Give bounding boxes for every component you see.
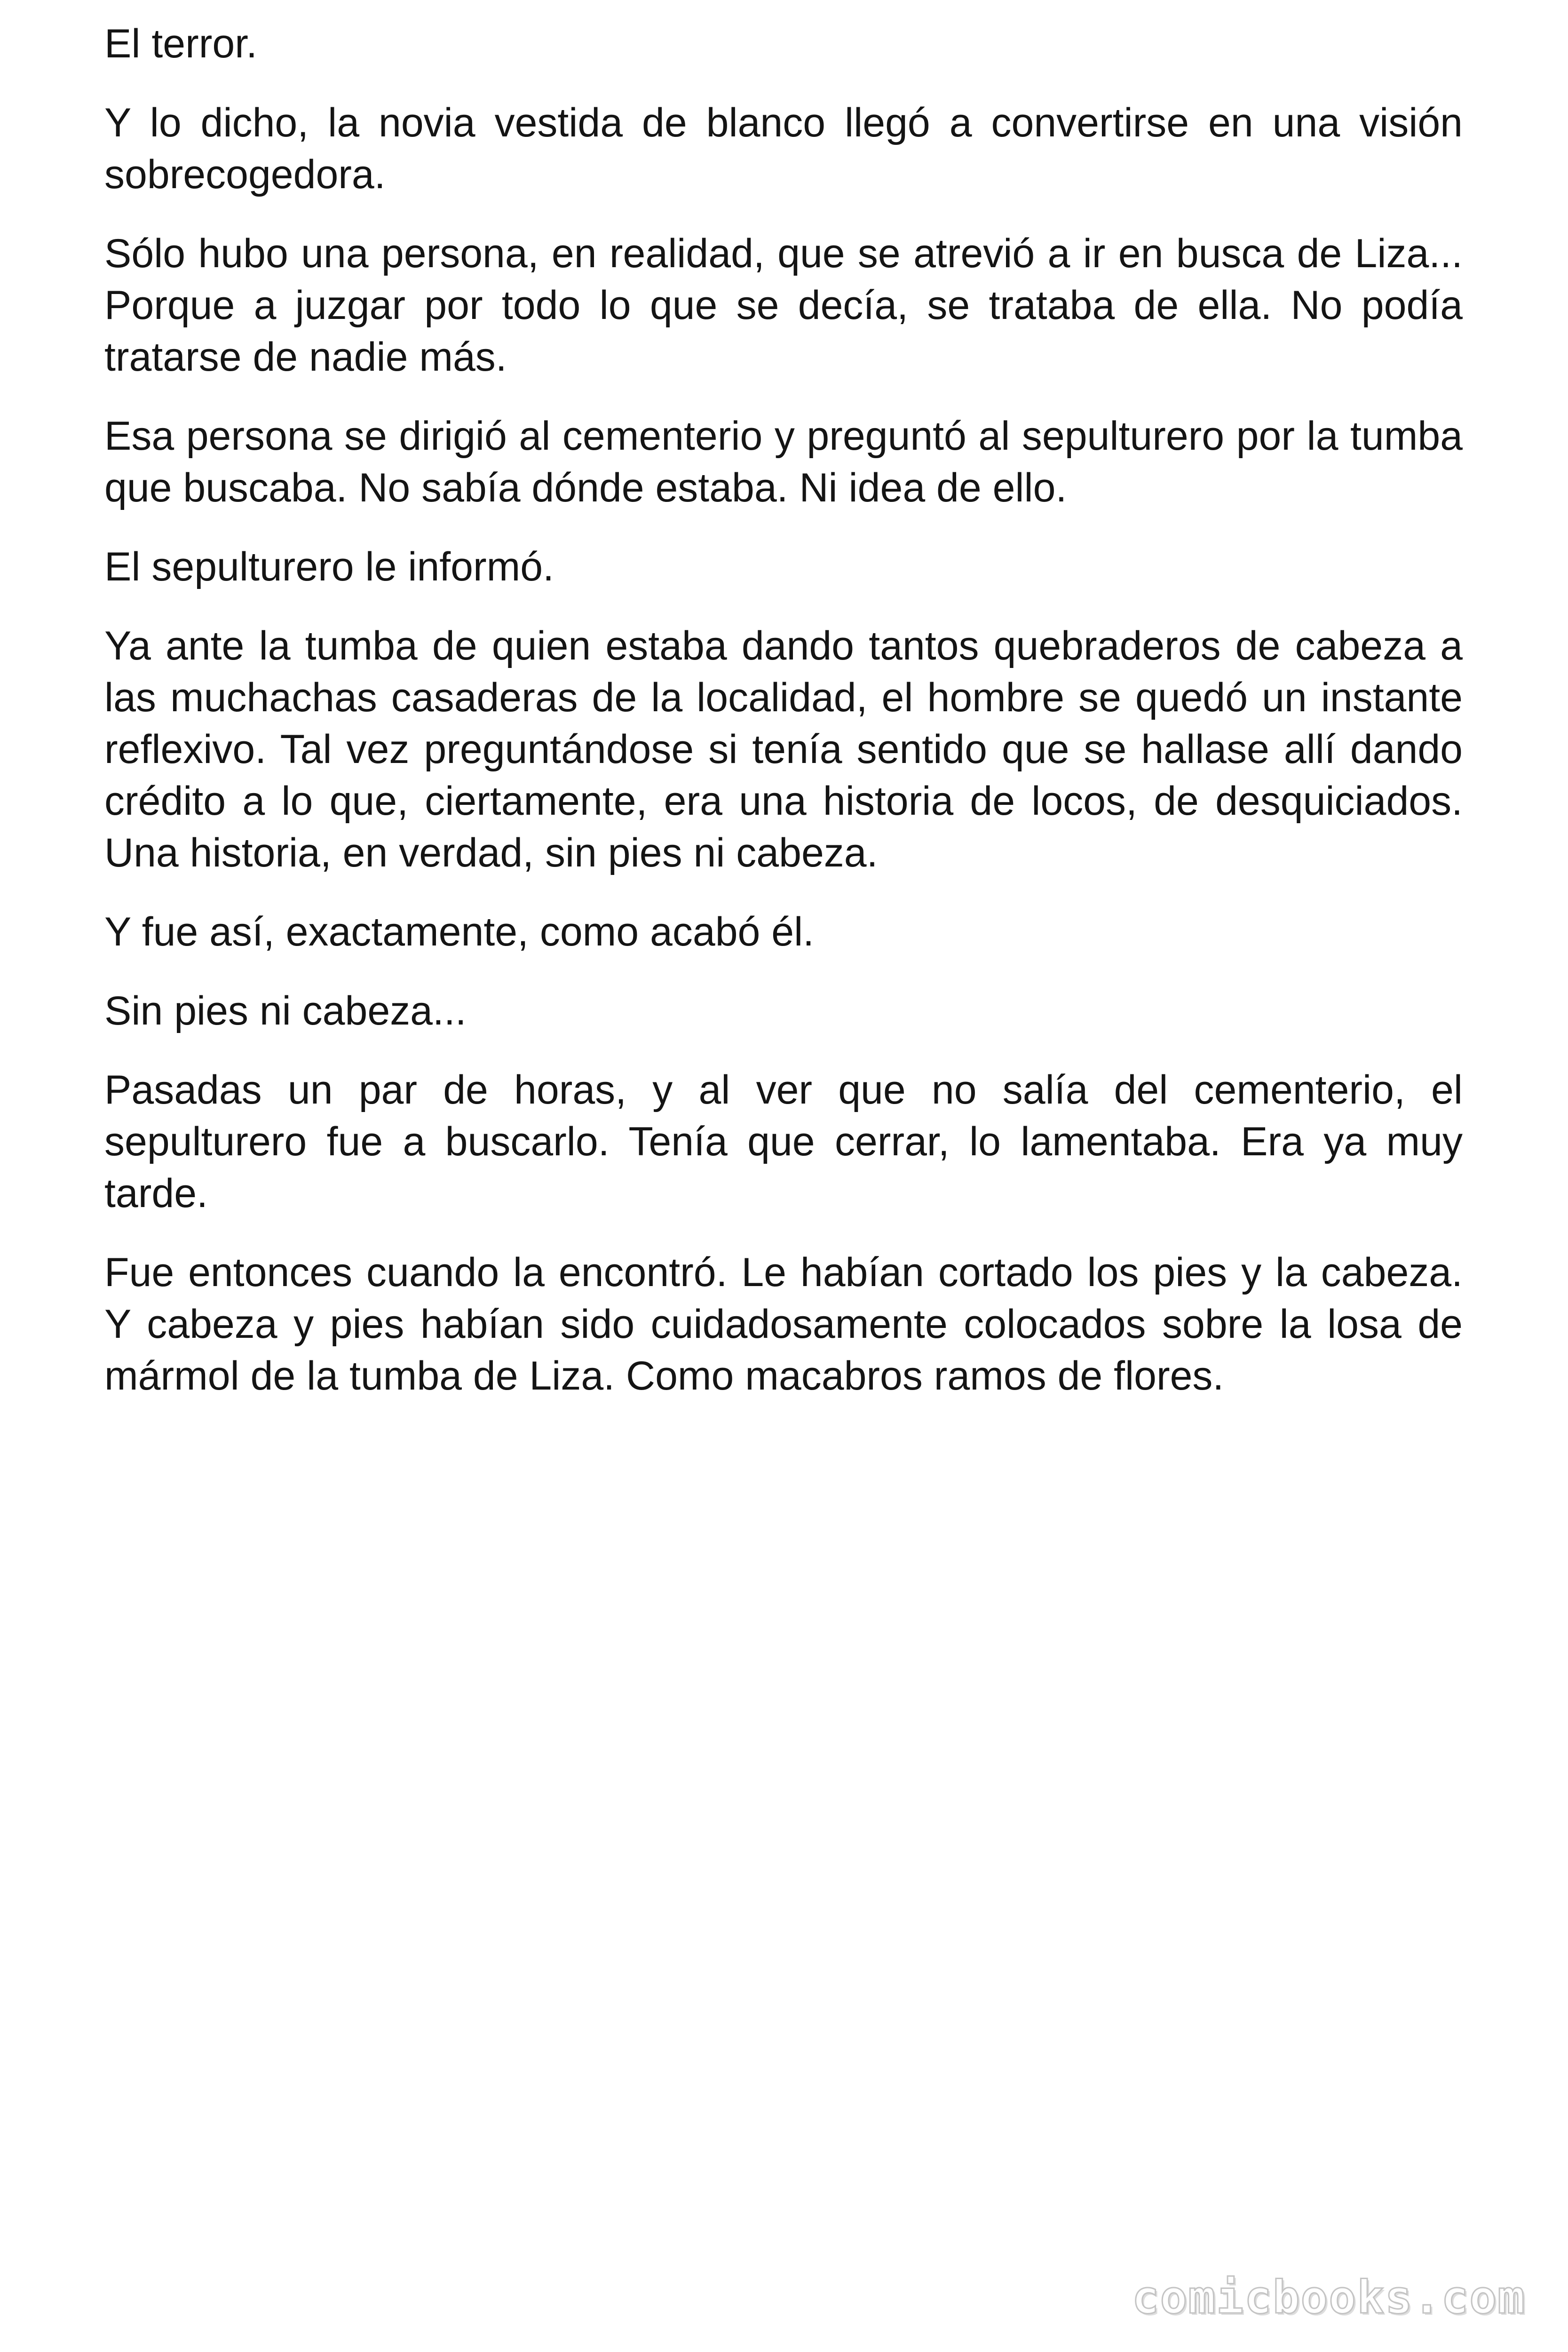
paragraph: Y fue así, exactamente, como acabó él.: [104, 909, 815, 954]
paragraph: Sólo hubo una persona, en realidad, que se atrevió a ir en busca de Liza... Porque a juzgar por todo lo que se decía, se trataba de ella. No podía tratarse de nadie más.: [104, 231, 1463, 380]
paragraph: Esa persona se dirigió al cementerio y preguntó al sepulturero por la tumba que buscaba. No sabía dónde estaba. Ni idea de ello.: [104, 413, 1463, 510]
paragraph: El terror.: [104, 21, 257, 66]
paragraph: Pasadas un par de horas, y al ver que no salía del cementerio, el sepulturero fue a buscarlo. Tenía que cerrar, lo lamentaba. Era ya muy tarde.: [104, 1067, 1463, 1216]
paragraph: Y lo dicho, la novia vestida de blanco llegó a convertirse en una visión sobrecogedora.: [104, 100, 1463, 197]
watermark: comicbooks.com: [1132, 2271, 1526, 2324]
paragraph: Fue entonces cuando la encontró. Le habían cortado los pies y la cabeza. Y cabeza y pies habían sido cuidadosamente colocados sobre la losa de mármol de la tumba de Liza. Como macabros ramos de flores.: [104, 1250, 1463, 1398]
document-body: [104, 18, 1463, 1429]
paragraph: Sin pies ni cabeza...: [104, 988, 467, 1033]
paragraph: Ya ante la tumba de quien estaba dando tantos quebraderos de cabeza a las muchachas casaderas de la localidad, el hombre se quedó un instante reflexivo. Tal vez preguntándose si tenía sentido que se hallase allí dando crédito a lo que, ciertamente, era una historia de locos, de desquiciados. Una historia, en verdad, sin pies ni cabeza.: [104, 623, 1463, 875]
paragraph: El sepulturero le informó.: [104, 544, 554, 589]
